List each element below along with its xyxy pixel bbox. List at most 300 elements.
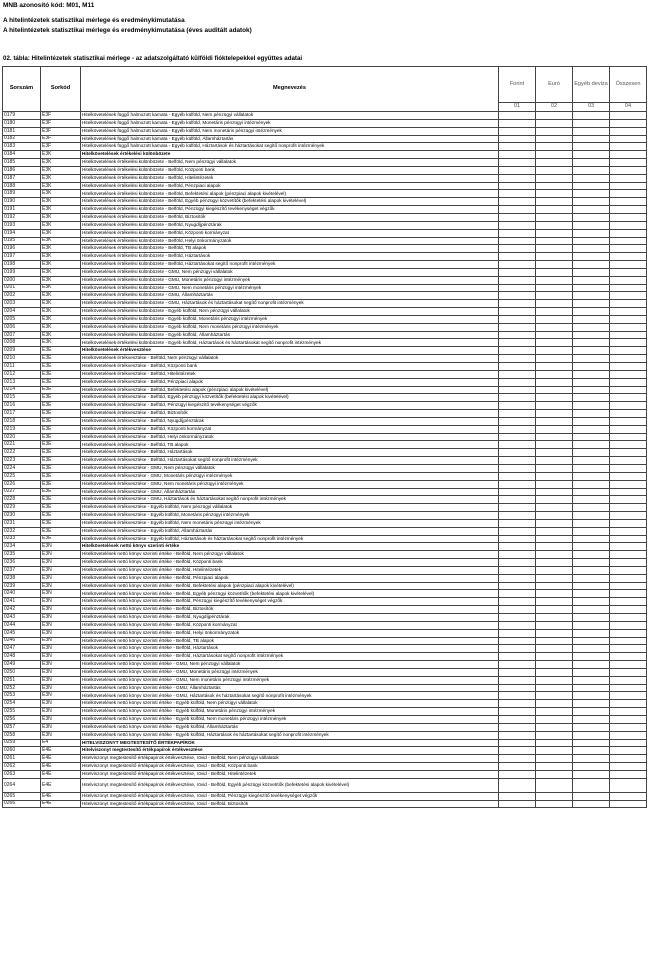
value-euro[interactable] bbox=[536, 792, 573, 800]
value-euro[interactable] bbox=[536, 504, 573, 512]
value-forint[interactable] bbox=[499, 221, 536, 229]
value-forint[interactable] bbox=[499, 574, 536, 582]
value-osszesen[interactable] bbox=[610, 237, 647, 245]
value-forint[interactable] bbox=[499, 692, 536, 700]
value-osszesen[interactable] bbox=[610, 778, 647, 792]
value-forint[interactable] bbox=[499, 198, 536, 206]
value-forint[interactable] bbox=[499, 496, 536, 504]
value-euro[interactable] bbox=[536, 378, 573, 386]
value-euro[interactable] bbox=[536, 347, 573, 355]
value-euro[interactable] bbox=[536, 308, 573, 316]
value-forint[interactable] bbox=[499, 402, 536, 410]
value-euro[interactable] bbox=[536, 268, 573, 276]
value-egyeb-deviza[interactable] bbox=[573, 731, 610, 739]
value-osszesen[interactable] bbox=[610, 708, 647, 716]
value-forint[interactable] bbox=[499, 472, 536, 480]
value-forint[interactable] bbox=[499, 700, 536, 708]
value-egyeb-deviza[interactable] bbox=[573, 566, 610, 574]
value-egyeb-deviza[interactable] bbox=[573, 221, 610, 229]
value-osszesen[interactable] bbox=[610, 512, 647, 520]
value-euro[interactable] bbox=[536, 261, 573, 269]
value-forint[interactable] bbox=[499, 504, 536, 512]
value-egyeb-deviza[interactable] bbox=[573, 174, 610, 182]
value-osszesen[interactable] bbox=[610, 692, 647, 700]
value-forint[interactable] bbox=[499, 645, 536, 653]
value-egyeb-deviza[interactable] bbox=[573, 800, 610, 808]
value-forint[interactable] bbox=[499, 747, 536, 755]
value-forint[interactable] bbox=[499, 394, 536, 402]
value-egyeb-deviza[interactable] bbox=[573, 755, 610, 763]
value-euro[interactable] bbox=[536, 598, 573, 606]
value-osszesen[interactable] bbox=[610, 582, 647, 590]
value-osszesen[interactable] bbox=[610, 386, 647, 394]
value-forint[interactable] bbox=[499, 676, 536, 684]
value-forint[interactable] bbox=[499, 245, 536, 253]
value-forint[interactable] bbox=[499, 653, 536, 661]
value-forint[interactable] bbox=[499, 292, 536, 300]
value-osszesen[interactable] bbox=[610, 221, 647, 229]
value-euro[interactable] bbox=[536, 559, 573, 567]
value-forint[interactable] bbox=[499, 300, 536, 308]
value-euro[interactable] bbox=[536, 582, 573, 590]
value-osszesen[interactable] bbox=[610, 464, 647, 472]
value-euro[interactable] bbox=[536, 323, 573, 331]
value-egyeb-deviza[interactable] bbox=[573, 496, 610, 504]
value-egyeb-deviza[interactable] bbox=[573, 417, 610, 425]
value-osszesen[interactable] bbox=[610, 792, 647, 800]
value-egyeb-deviza[interactable] bbox=[573, 606, 610, 614]
value-forint[interactable] bbox=[499, 519, 536, 527]
value-osszesen[interactable] bbox=[610, 174, 647, 182]
value-forint[interactable] bbox=[499, 535, 536, 543]
value-euro[interactable] bbox=[536, 645, 573, 653]
value-egyeb-deviza[interactable] bbox=[573, 386, 610, 394]
value-osszesen[interactable] bbox=[610, 410, 647, 418]
value-forint[interactable] bbox=[499, 433, 536, 441]
value-egyeb-deviza[interactable] bbox=[573, 378, 610, 386]
value-forint[interactable] bbox=[499, 582, 536, 590]
value-euro[interactable] bbox=[536, 229, 573, 237]
value-osszesen[interactable] bbox=[610, 457, 647, 465]
value-egyeb-deviza[interactable] bbox=[573, 182, 610, 190]
value-osszesen[interactable] bbox=[610, 723, 647, 731]
value-osszesen[interactable] bbox=[610, 668, 647, 676]
value-forint[interactable] bbox=[499, 668, 536, 676]
value-euro[interactable] bbox=[536, 237, 573, 245]
value-egyeb-deviza[interactable] bbox=[573, 143, 610, 151]
value-osszesen[interactable] bbox=[610, 472, 647, 480]
value-euro[interactable] bbox=[536, 166, 573, 174]
value-forint[interactable] bbox=[499, 425, 536, 433]
value-euro[interactable] bbox=[536, 441, 573, 449]
value-euro[interactable] bbox=[536, 590, 573, 598]
value-osszesen[interactable] bbox=[610, 119, 647, 127]
value-osszesen[interactable] bbox=[610, 151, 647, 159]
value-osszesen[interactable] bbox=[610, 755, 647, 763]
value-egyeb-deviza[interactable] bbox=[573, 245, 610, 253]
value-egyeb-deviza[interactable] bbox=[573, 480, 610, 488]
value-osszesen[interactable] bbox=[610, 112, 647, 120]
value-egyeb-deviza[interactable] bbox=[573, 119, 610, 127]
value-osszesen[interactable] bbox=[610, 323, 647, 331]
value-egyeb-deviza[interactable] bbox=[573, 621, 610, 629]
value-egyeb-deviza[interactable] bbox=[573, 715, 610, 723]
value-osszesen[interactable] bbox=[610, 166, 647, 174]
value-osszesen[interactable] bbox=[610, 394, 647, 402]
value-egyeb-deviza[interactable] bbox=[573, 535, 610, 543]
value-egyeb-deviza[interactable] bbox=[573, 127, 610, 135]
value-euro[interactable] bbox=[536, 747, 573, 755]
value-osszesen[interactable] bbox=[610, 284, 647, 292]
value-forint[interactable] bbox=[499, 566, 536, 574]
value-euro[interactable] bbox=[536, 800, 573, 808]
value-forint[interactable] bbox=[499, 166, 536, 174]
value-euro[interactable] bbox=[536, 363, 573, 371]
value-egyeb-deviza[interactable] bbox=[573, 276, 610, 284]
value-osszesen[interactable] bbox=[610, 441, 647, 449]
value-egyeb-deviza[interactable] bbox=[573, 543, 610, 551]
value-forint[interactable] bbox=[499, 480, 536, 488]
value-osszesen[interactable] bbox=[610, 731, 647, 739]
value-forint[interactable] bbox=[499, 331, 536, 339]
value-euro[interactable] bbox=[536, 402, 573, 410]
value-euro[interactable] bbox=[536, 174, 573, 182]
value-forint[interactable] bbox=[499, 543, 536, 551]
value-egyeb-deviza[interactable] bbox=[573, 190, 610, 198]
value-euro[interactable] bbox=[536, 182, 573, 190]
value-euro[interactable] bbox=[536, 496, 573, 504]
value-euro[interactable] bbox=[536, 488, 573, 496]
value-egyeb-deviza[interactable] bbox=[573, 614, 610, 622]
value-egyeb-deviza[interactable] bbox=[573, 637, 610, 645]
value-osszesen[interactable] bbox=[610, 637, 647, 645]
value-egyeb-deviza[interactable] bbox=[573, 308, 610, 316]
value-egyeb-deviza[interactable] bbox=[573, 410, 610, 418]
value-egyeb-deviza[interactable] bbox=[573, 763, 610, 771]
value-osszesen[interactable] bbox=[610, 347, 647, 355]
value-osszesen[interactable] bbox=[610, 315, 647, 323]
value-euro[interactable] bbox=[536, 527, 573, 535]
value-forint[interactable] bbox=[499, 206, 536, 214]
value-forint[interactable] bbox=[499, 708, 536, 716]
value-euro[interactable] bbox=[536, 386, 573, 394]
value-egyeb-deviza[interactable] bbox=[573, 661, 610, 669]
value-egyeb-deviza[interactable] bbox=[573, 527, 610, 535]
value-osszesen[interactable] bbox=[610, 739, 647, 747]
value-forint[interactable] bbox=[499, 800, 536, 808]
value-euro[interactable] bbox=[536, 512, 573, 520]
value-osszesen[interactable] bbox=[610, 363, 647, 371]
value-osszesen[interactable] bbox=[610, 621, 647, 629]
value-forint[interactable] bbox=[499, 378, 536, 386]
value-forint[interactable] bbox=[499, 457, 536, 465]
value-osszesen[interactable] bbox=[610, 182, 647, 190]
value-osszesen[interactable] bbox=[610, 402, 647, 410]
value-euro[interactable] bbox=[536, 300, 573, 308]
value-egyeb-deviza[interactable] bbox=[573, 778, 610, 792]
value-egyeb-deviza[interactable] bbox=[573, 206, 610, 214]
value-osszesen[interactable] bbox=[610, 355, 647, 363]
value-forint[interactable] bbox=[499, 684, 536, 692]
value-egyeb-deviza[interactable] bbox=[573, 229, 610, 237]
value-euro[interactable] bbox=[536, 731, 573, 739]
value-osszesen[interactable] bbox=[610, 417, 647, 425]
value-egyeb-deviza[interactable] bbox=[573, 692, 610, 700]
value-egyeb-deviza[interactable] bbox=[573, 504, 610, 512]
value-osszesen[interactable] bbox=[610, 370, 647, 378]
value-euro[interactable] bbox=[536, 700, 573, 708]
value-euro[interactable] bbox=[536, 629, 573, 637]
value-osszesen[interactable] bbox=[610, 300, 647, 308]
value-osszesen[interactable] bbox=[610, 159, 647, 167]
value-osszesen[interactable] bbox=[610, 276, 647, 284]
value-euro[interactable] bbox=[536, 763, 573, 771]
value-egyeb-deviza[interactable] bbox=[573, 433, 610, 441]
value-forint[interactable] bbox=[499, 135, 536, 143]
value-forint[interactable] bbox=[499, 606, 536, 614]
value-euro[interactable] bbox=[536, 551, 573, 559]
value-forint[interactable] bbox=[499, 268, 536, 276]
value-euro[interactable] bbox=[536, 637, 573, 645]
value-euro[interactable] bbox=[536, 606, 573, 614]
value-osszesen[interactable] bbox=[610, 535, 647, 543]
value-egyeb-deviza[interactable] bbox=[573, 488, 610, 496]
value-forint[interactable] bbox=[499, 637, 536, 645]
value-forint[interactable] bbox=[499, 339, 536, 347]
value-forint[interactable] bbox=[499, 261, 536, 269]
value-osszesen[interactable] bbox=[610, 661, 647, 669]
value-egyeb-deviza[interactable] bbox=[573, 457, 610, 465]
value-euro[interactable] bbox=[536, 213, 573, 221]
value-euro[interactable] bbox=[536, 535, 573, 543]
value-euro[interactable] bbox=[536, 417, 573, 425]
value-egyeb-deviza[interactable] bbox=[573, 739, 610, 747]
value-euro[interactable] bbox=[536, 315, 573, 323]
value-euro[interactable] bbox=[536, 472, 573, 480]
value-osszesen[interactable] bbox=[610, 551, 647, 559]
value-egyeb-deviza[interactable] bbox=[573, 268, 610, 276]
value-egyeb-deviza[interactable] bbox=[573, 331, 610, 339]
value-euro[interactable] bbox=[536, 190, 573, 198]
value-forint[interactable] bbox=[499, 590, 536, 598]
value-osszesen[interactable] bbox=[610, 198, 647, 206]
value-egyeb-deviza[interactable] bbox=[573, 708, 610, 716]
value-osszesen[interactable] bbox=[610, 684, 647, 692]
value-euro[interactable] bbox=[536, 245, 573, 253]
value-egyeb-deviza[interactable] bbox=[573, 323, 610, 331]
value-osszesen[interactable] bbox=[610, 213, 647, 221]
value-osszesen[interactable] bbox=[610, 425, 647, 433]
value-forint[interactable] bbox=[499, 323, 536, 331]
value-euro[interactable] bbox=[536, 112, 573, 120]
value-osszesen[interactable] bbox=[610, 268, 647, 276]
value-osszesen[interactable] bbox=[610, 700, 647, 708]
value-forint[interactable] bbox=[499, 237, 536, 245]
value-euro[interactable] bbox=[536, 770, 573, 778]
value-euro[interactable] bbox=[536, 292, 573, 300]
value-euro[interactable] bbox=[536, 339, 573, 347]
value-euro[interactable] bbox=[536, 755, 573, 763]
value-forint[interactable] bbox=[499, 347, 536, 355]
value-forint[interactable] bbox=[499, 182, 536, 190]
value-egyeb-deviza[interactable] bbox=[573, 135, 610, 143]
value-osszesen[interactable] bbox=[610, 253, 647, 261]
value-osszesen[interactable] bbox=[610, 527, 647, 535]
value-osszesen[interactable] bbox=[610, 449, 647, 457]
value-osszesen[interactable] bbox=[610, 206, 647, 214]
value-osszesen[interactable] bbox=[610, 676, 647, 684]
value-forint[interactable] bbox=[499, 551, 536, 559]
value-osszesen[interactable] bbox=[610, 715, 647, 723]
value-egyeb-deviza[interactable] bbox=[573, 574, 610, 582]
value-euro[interactable] bbox=[536, 206, 573, 214]
value-forint[interactable] bbox=[499, 190, 536, 198]
value-forint[interactable] bbox=[499, 363, 536, 371]
value-forint[interactable] bbox=[499, 559, 536, 567]
value-osszesen[interactable] bbox=[610, 645, 647, 653]
value-euro[interactable] bbox=[536, 127, 573, 135]
value-euro[interactable] bbox=[536, 480, 573, 488]
value-egyeb-deviza[interactable] bbox=[573, 770, 610, 778]
value-euro[interactable] bbox=[536, 457, 573, 465]
value-egyeb-deviza[interactable] bbox=[573, 598, 610, 606]
value-forint[interactable] bbox=[499, 621, 536, 629]
value-euro[interactable] bbox=[536, 135, 573, 143]
value-euro[interactable] bbox=[536, 723, 573, 731]
value-forint[interactable] bbox=[499, 441, 536, 449]
value-euro[interactable] bbox=[536, 143, 573, 151]
value-euro[interactable] bbox=[536, 708, 573, 716]
value-egyeb-deviza[interactable] bbox=[573, 347, 610, 355]
value-osszesen[interactable] bbox=[610, 488, 647, 496]
value-euro[interactable] bbox=[536, 151, 573, 159]
value-osszesen[interactable] bbox=[610, 127, 647, 135]
value-forint[interactable] bbox=[499, 527, 536, 535]
value-egyeb-deviza[interactable] bbox=[573, 213, 610, 221]
value-forint[interactable] bbox=[499, 417, 536, 425]
value-euro[interactable] bbox=[536, 614, 573, 622]
value-egyeb-deviza[interactable] bbox=[573, 112, 610, 120]
value-osszesen[interactable] bbox=[610, 229, 647, 237]
value-euro[interactable] bbox=[536, 684, 573, 692]
value-forint[interactable] bbox=[499, 127, 536, 135]
value-euro[interactable] bbox=[536, 433, 573, 441]
value-euro[interactable] bbox=[536, 276, 573, 284]
value-egyeb-deviza[interactable] bbox=[573, 425, 610, 433]
value-egyeb-deviza[interactable] bbox=[573, 159, 610, 167]
value-forint[interactable] bbox=[499, 370, 536, 378]
value-euro[interactable] bbox=[536, 284, 573, 292]
value-osszesen[interactable] bbox=[610, 770, 647, 778]
value-osszesen[interactable] bbox=[610, 433, 647, 441]
value-egyeb-deviza[interactable] bbox=[573, 292, 610, 300]
value-osszesen[interactable] bbox=[610, 566, 647, 574]
value-osszesen[interactable] bbox=[610, 245, 647, 253]
value-egyeb-deviza[interactable] bbox=[573, 653, 610, 661]
value-euro[interactable] bbox=[536, 574, 573, 582]
value-egyeb-deviza[interactable] bbox=[573, 394, 610, 402]
value-forint[interactable] bbox=[499, 763, 536, 771]
value-forint[interactable] bbox=[499, 488, 536, 496]
value-euro[interactable] bbox=[536, 221, 573, 229]
value-osszesen[interactable] bbox=[610, 574, 647, 582]
value-forint[interactable] bbox=[499, 229, 536, 237]
value-osszesen[interactable] bbox=[610, 339, 647, 347]
value-euro[interactable] bbox=[536, 661, 573, 669]
value-egyeb-deviza[interactable] bbox=[573, 582, 610, 590]
value-euro[interactable] bbox=[536, 410, 573, 418]
value-egyeb-deviza[interactable] bbox=[573, 700, 610, 708]
value-egyeb-deviza[interactable] bbox=[573, 315, 610, 323]
value-forint[interactable] bbox=[499, 512, 536, 520]
value-euro[interactable] bbox=[536, 653, 573, 661]
value-egyeb-deviza[interactable] bbox=[573, 300, 610, 308]
value-euro[interactable] bbox=[536, 355, 573, 363]
value-euro[interactable] bbox=[536, 449, 573, 457]
value-egyeb-deviza[interactable] bbox=[573, 370, 610, 378]
value-forint[interactable] bbox=[499, 614, 536, 622]
value-egyeb-deviza[interactable] bbox=[573, 519, 610, 527]
value-forint[interactable] bbox=[499, 355, 536, 363]
value-osszesen[interactable] bbox=[610, 378, 647, 386]
value-forint[interactable] bbox=[499, 629, 536, 637]
value-forint[interactable] bbox=[499, 792, 536, 800]
value-egyeb-deviza[interactable] bbox=[573, 684, 610, 692]
value-egyeb-deviza[interactable] bbox=[573, 464, 610, 472]
value-osszesen[interactable] bbox=[610, 331, 647, 339]
value-forint[interactable] bbox=[499, 112, 536, 120]
value-euro[interactable] bbox=[536, 370, 573, 378]
value-egyeb-deviza[interactable] bbox=[573, 284, 610, 292]
value-osszesen[interactable] bbox=[610, 606, 647, 614]
value-osszesen[interactable] bbox=[610, 496, 647, 504]
value-forint[interactable] bbox=[499, 739, 536, 747]
value-osszesen[interactable] bbox=[610, 590, 647, 598]
value-forint[interactable] bbox=[499, 386, 536, 394]
value-euro[interactable] bbox=[536, 668, 573, 676]
value-osszesen[interactable] bbox=[610, 598, 647, 606]
value-euro[interactable] bbox=[536, 198, 573, 206]
value-forint[interactable] bbox=[499, 715, 536, 723]
value-osszesen[interactable] bbox=[610, 763, 647, 771]
value-euro[interactable] bbox=[536, 519, 573, 527]
value-egyeb-deviza[interactable] bbox=[573, 151, 610, 159]
value-egyeb-deviza[interactable] bbox=[573, 166, 610, 174]
value-forint[interactable] bbox=[499, 770, 536, 778]
value-forint[interactable] bbox=[499, 449, 536, 457]
value-euro[interactable] bbox=[536, 543, 573, 551]
value-egyeb-deviza[interactable] bbox=[573, 747, 610, 755]
value-egyeb-deviza[interactable] bbox=[573, 668, 610, 676]
value-egyeb-deviza[interactable] bbox=[573, 237, 610, 245]
value-euro[interactable] bbox=[536, 425, 573, 433]
value-egyeb-deviza[interactable] bbox=[573, 792, 610, 800]
value-egyeb-deviza[interactable] bbox=[573, 645, 610, 653]
value-egyeb-deviza[interactable] bbox=[573, 363, 610, 371]
value-osszesen[interactable] bbox=[610, 747, 647, 755]
value-forint[interactable] bbox=[499, 464, 536, 472]
value-egyeb-deviza[interactable] bbox=[573, 676, 610, 684]
value-forint[interactable] bbox=[499, 151, 536, 159]
value-egyeb-deviza[interactable] bbox=[573, 629, 610, 637]
value-euro[interactable] bbox=[536, 715, 573, 723]
value-osszesen[interactable] bbox=[610, 143, 647, 151]
value-egyeb-deviza[interactable] bbox=[573, 449, 610, 457]
value-euro[interactable] bbox=[536, 464, 573, 472]
value-osszesen[interactable] bbox=[610, 559, 647, 567]
value-euro[interactable] bbox=[536, 692, 573, 700]
value-egyeb-deviza[interactable] bbox=[573, 472, 610, 480]
